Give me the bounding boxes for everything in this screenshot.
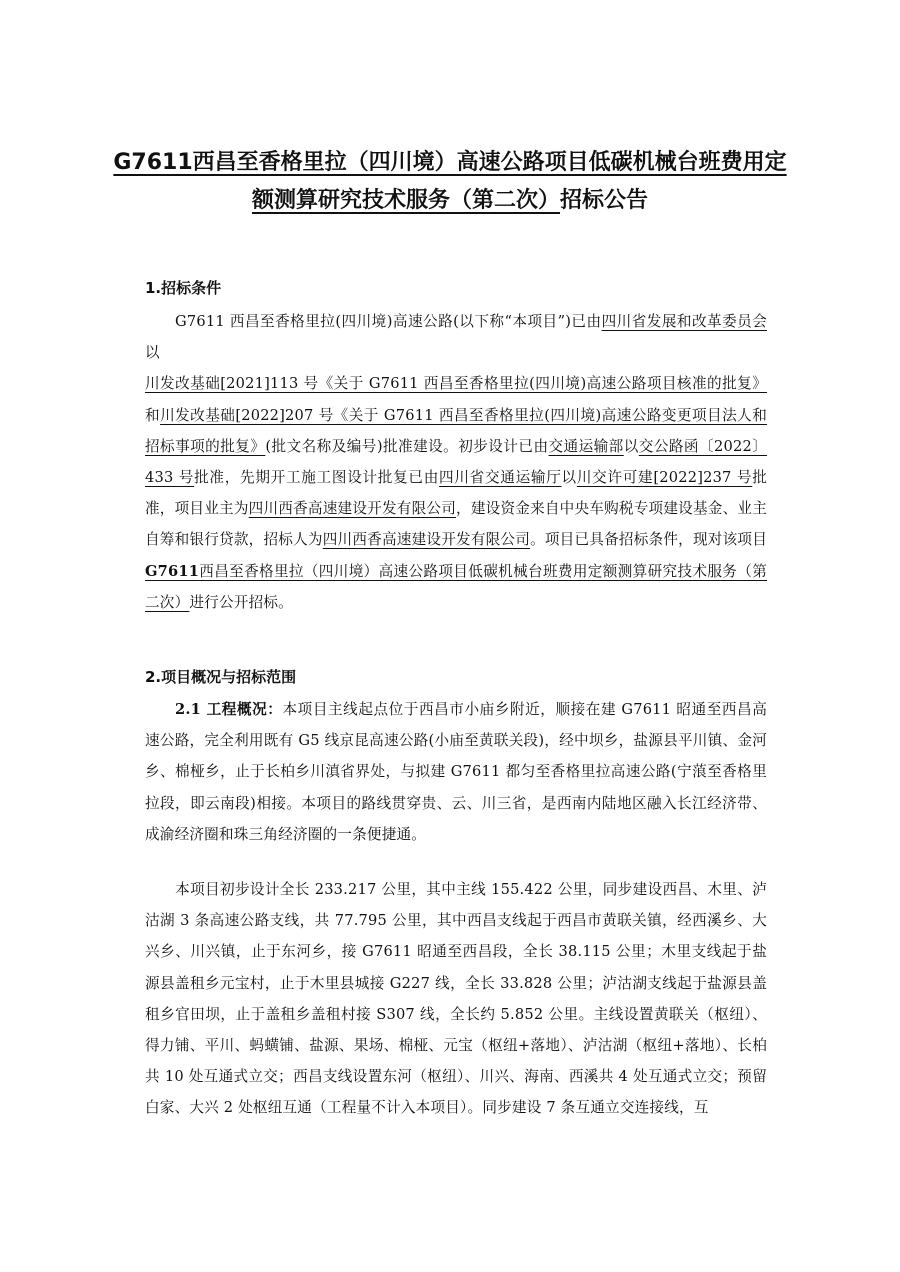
project-name: 西昌至香格里拉（四川境）高速公路项目低碳机械台班费用定额测算研究技术服务（第二次） — [145, 562, 767, 611]
provincial-transport-dept: 四川省交通运输厅 — [439, 469, 562, 487]
section-1-paragraph: G7611 西昌至香格里拉(四川境)高速公路(以下称“本项目”)已由四川省发展和改革委员会以川发改基础[2021]113 号《关于 G7611 西昌至香格里拉(四川境)高速公路项目核准的批复》和川发改基础[2022]207 号《关于 G7611 西昌至香格里拉(四川境)高速公路变更项目法人和招标事项的批复》(批文名称及编号)批准建设。初步设计已由交通运输部以交公路函〔2022〕433 号批准，先期开工施工图设计批复已由四川省交通运输厅以川交许可建[2022]237 号批准，项目业主为四川西香高速建设开发有限公司，建设资金来自中央车购税专项建设基金、业主自筹和银行贷款，招标人为四川西香高速建设开发有限公司。项目已具备招标条件，现对该项目G7611西昌至香格里拉（四川境）高速公路项目低碳机械台班费用定额测算研究技术服务（第二次）进行公开招标。 — [145, 313, 768, 611]
section-1-heading: 1.招标条件 — [145, 279, 222, 297]
title-line-2-tail: 招标公告 — [560, 188, 649, 213]
approval-doc-1: 川发改基础[2021]113 号《关于 G7611 西昌至香格里拉(四川境)高速公路项目核准的批复》 — [145, 375, 767, 393]
project-code: G7611 — [145, 562, 200, 580]
section-2-paragraph-1: 2.1 工程概况：本项目主线起点位于西昌市小庙乡附近，顺接在建 G7611 昭通至西昌高速公路，完全利用既有 G5 线京昆高速公路(小庙至黄联关段)，经中坝乡，盐源县平川镇、金河乡、棉桠乡，止于长柏乡川滇省界处，与拟建 G7611 都匀至香格里拉高速公路(宁蒗至香格里拉段，即云南段)相接。本项目的路线贯穿贵、云、川三省，是西南内陆地区融入长江经济带、成渝经济圈和珠三角经济圈的一条便捷通。 — [145, 701, 767, 843]
approval-doc-4: 川交许可建[2022]237 号 — [576, 469, 753, 487]
section-2-1-label: 2.1 工程概况： — [175, 701, 283, 718]
title-line-1: G7611西昌至香格里拉（四川境）高速公路项目低碳机械台班费用定 — [113, 150, 787, 175]
section-2-heading: 2.项目概况与招标范围 — [145, 668, 297, 686]
document-title — [100, 144, 800, 220]
ministry-transport: 交通运输部 — [548, 437, 624, 455]
approval-doc-2: 川发改基础[2022]207 号《关于 G7611 西昌至香格里拉(四川境)高速公路变更项目法人和招标事项的批复》 — [145, 406, 767, 455]
approval-doc-3: 交公路函〔2022〕433 号 — [145, 437, 767, 487]
title-line-2-underlined: 额测算研究技术服务（第二次） — [251, 188, 560, 213]
title-line-2 — [100, 182, 800, 220]
project-owner: 四川西香高速建设开发有限公司 — [248, 500, 457, 518]
link-ndrc: 四川省发展和改革委员会 — [601, 313, 767, 330]
section-2-paragraph-2: 本项目初步设计全长 233.217 公里，其中主线 155.422 公里，同步建设西昌、木里、泸沽湖 3 条高速公路支线，共 77.795 公里，其中西昌支线起于西昌市黄联关镇，经西溪乡、大兴乡、川兴镇，止于东河乡，接 G7611 昭通至西昌段，全长 38.115 公里；木里支线起于盐源县盖租乡元宝村，止于木里县城接 G227 线，全长 33.828 公里；泸沽湖支线起于盐源县盖租乡官田坝，止于盖租乡盖租村接 S307 线，全长约 5.852 公里。主线设置黄联关（枢纽）、得力铺、平川、蚂蟥铺、盐源、果场、棉桠、元宝（枢纽+落地）、泸沽湖（枢纽+落地）、长柏共 10 处互通式立交；西昌支线设置东河（枢纽）、川兴、海南、西溪共 4 处互通式立交；预留白家、大兴 2 处枢纽互通（工程量不计入本项目）。同步建设 7 条互通立交连接线，互 — [145, 881, 767, 1117]
tenderer: 四川西香高速建设开发有限公司 — [322, 531, 531, 549]
